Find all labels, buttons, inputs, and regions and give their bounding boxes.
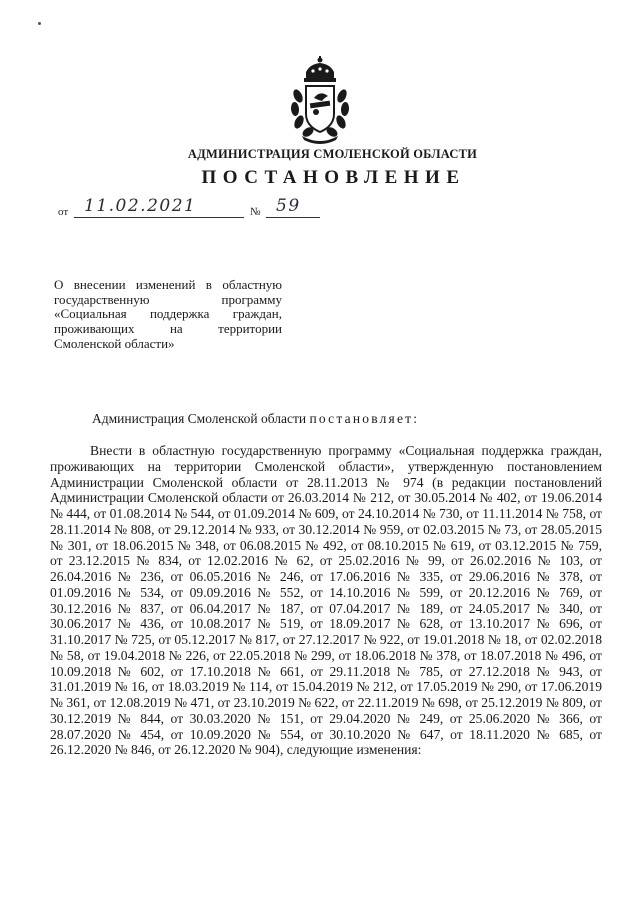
date-handwritten: 11.02.2021 <box>84 196 197 216</box>
decree-intro-text: Администрация Смоленской области <box>92 411 310 426</box>
decree-intro <box>92 411 419 427</box>
document-type: ПОСТАНОВЛЕНИЕ <box>201 167 466 188</box>
date-number-line <box>58 196 320 222</box>
number-prefix: № <box>250 206 261 218</box>
coat-of-arms-icon <box>284 56 356 144</box>
date-prefix: от <box>58 206 69 218</box>
document-subject: О внесении изменений в областную государственную программу «Социальная поддержка граждан, проживающих на территории Смоленской области» <box>54 277 282 351</box>
organization-name: АДМИНИСТРАЦИЯ СМОЛЕНСКОЙ ОБЛАСТИ <box>187 147 478 161</box>
scan-speck <box>38 22 41 25</box>
number-handwritten: 59 <box>276 196 301 216</box>
decree-intro-verb: постановляет: <box>309 411 420 426</box>
body-paragraph: Внести в областную государственную программу «Социальная поддержка граждан, проживающих на территории Смоленской области», утвержденную постановлением Администрации Смоленской области от 28.11.2013 № 974 (в редакции постановлений Администрации Смоленской области от 26.03.2014 № 212, от 30.05.2014 № 402, от 19.06.2014 № 444, от 01.08.2014 № 544, от 01.09.2014 № 609, от 24.10.2014 № 730, от 11.11.2014 № 758, от 28.11.2014 № 808, от 29.12.2014 № 933, от 30.12.2014 № 959, от 02.03.2015 № 73, от 28.05.2015 № 301, от 18.06.2015 № 348, от 06.08.2015 № 492, от 08.10.2015 № 619, от 03.12.2015 № 759, от 23.12.2015 № 834, от 12.02.2016 № 62, от 25.02.2016 № 99, от 26.02.2016 № 103, от 26.04.2016 № 236, от 06.05.2016 № 246, от 17.06.2016 № 335, от 29.06.2016 № 378, от 01.09.2016 № 534, от 09.09.2016 № 552, от 14.10.2016 № 599, от 20.12.2016 № 769, от 30.12.2016 № 837, от 06.04.2017 № 187, от 07.04.2017 № 189, от 24.05.2017 № 340, от 30.06.2017 № 436, от 10.08.2017 № 519, от 18.09.2017 № 628, от 13.10.2017 № 696, от 31.10.2017 № 725, от 05.12.2017 № 817, от 27.12.2017 № 922, от 19.01.2018 № 18, от 02.02.2018 № 58, от 19.04.2018 № 226, от 22.05.2018 № 299, от 18.06.2018 № 378, от 18.07.2018 № 496, от 10.09.2018 № 602, от 17.10.2018 № 661, от 29.11.2018 № 785, от 27.12.2018 № 943, от 31.01.2019 № 16, от 18.03.2019 № 114, от 15.04.2019 № 212, от 17.05.2019 № 290, от 17.06.2019 № 361, от 12.08.2019 № 471, от 23.10.2019 № 622, от 22.11.2019 № 698, от 25.12.2019 № 809, от 30.12.2019 № 844, от 30.03.2020 № 151, от 29.04.2020 № 249, от 25.06.2020 № 366, от 28.07.2020 № 454, от 10.09.2020 № 554, от 30.10.2020 № 647, от 18.11.2020 № 685, от 26.12.2020 № 846, от 26.12.2020 № 904), следующие изменения: <box>50 443 602 758</box>
